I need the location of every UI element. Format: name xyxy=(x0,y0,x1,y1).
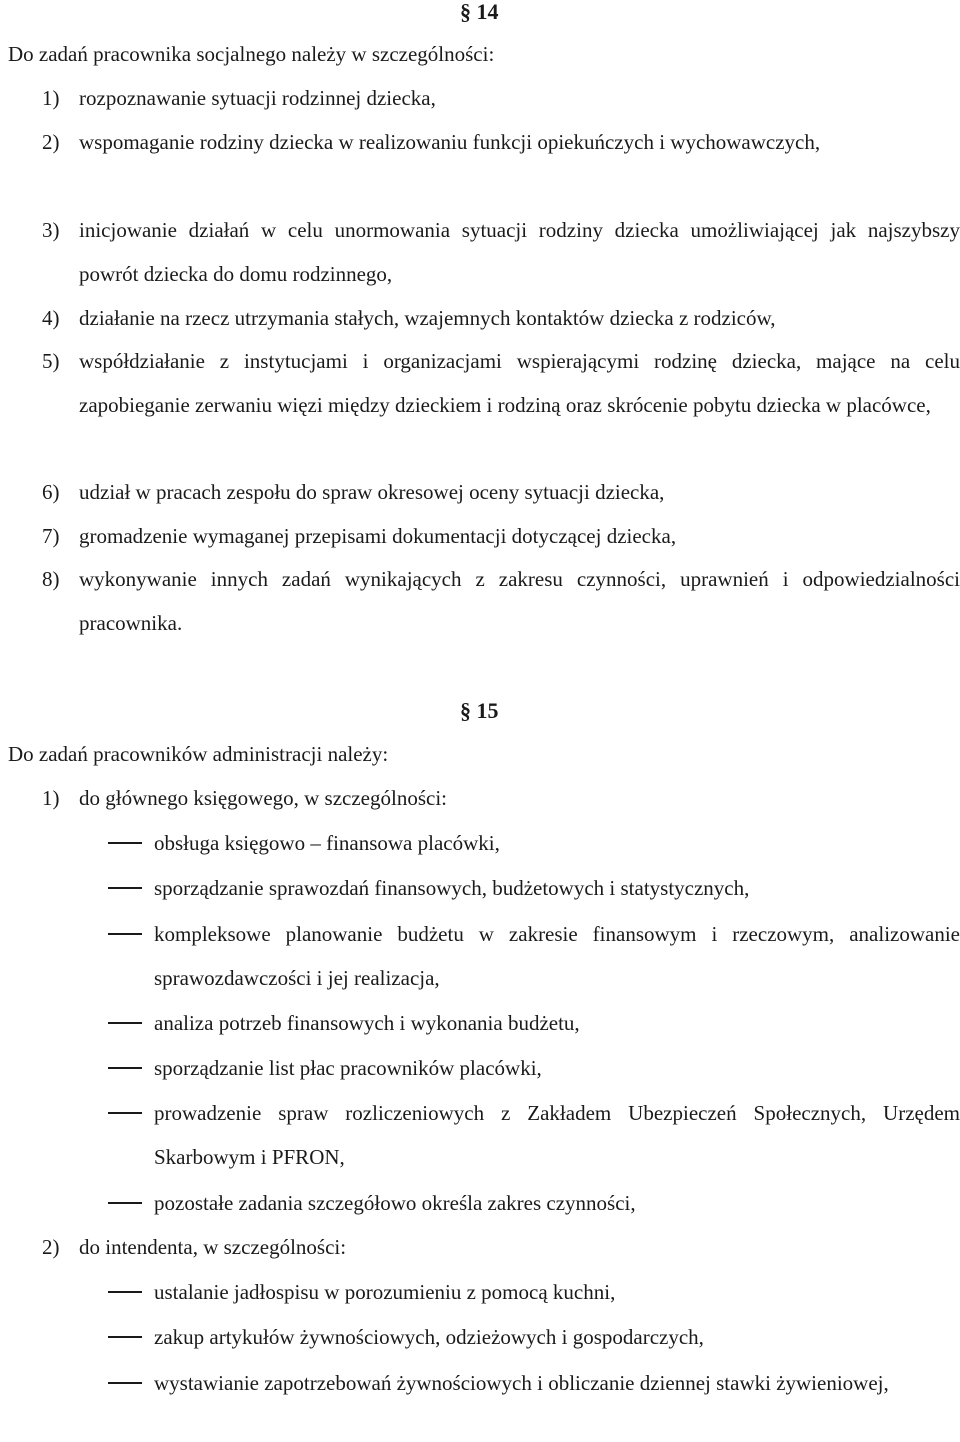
list-item xyxy=(42,470,960,514)
dash-item xyxy=(108,821,960,865)
item-text: wspomaganie rodziny dziecka w realizowaniu funkcji opiekuńczych i wychowawczych, xyxy=(79,130,821,154)
group-title: do głównego księgowego, w szczególności: xyxy=(79,786,448,810)
dash-item-text: wystawianie zapotrzebowań żywnościowych i obliczanie dziennej stawki żywieniowej, xyxy=(154,1371,889,1395)
dash-item xyxy=(108,1270,960,1314)
item-number: 1) xyxy=(42,86,60,110)
list-item xyxy=(42,514,960,558)
item-number: 8) xyxy=(42,567,60,591)
dash-item xyxy=(108,1046,960,1090)
section-14-heading: § 14 xyxy=(460,0,499,24)
section-15-intro: Do zadań pracowników administracji należy: xyxy=(8,742,389,766)
list-item xyxy=(42,120,960,164)
section-14-intro: Do zadań pracownika socjalnego należy w szczególności: xyxy=(8,42,495,66)
item-text: działanie na rzecz utrzymania stałych, wzajemnych kontaktów dziecka z rodziców, xyxy=(79,306,776,330)
dash-bullet xyxy=(108,1336,142,1338)
item-number: 2) xyxy=(42,130,60,154)
dash-bullet xyxy=(108,1067,142,1069)
dash-item xyxy=(108,1001,960,1045)
dash-item xyxy=(108,866,960,910)
dash-bullet xyxy=(108,1382,142,1384)
item-text: współdziałanie z instytucjami i organizacjami wspierającymi rodzinę dziecka, mające na celu zapobieganie zerwaniu więzi między dzieckiem i rodziną oraz skrócenie pobytu dziecka w placówce, xyxy=(79,349,960,417)
dash-item-text: pozostałe zadania szczegółowo określa zakres czynności, xyxy=(154,1191,636,1215)
group-number: 1) xyxy=(42,786,60,810)
list-item xyxy=(42,76,960,120)
item-text: udział w pracach zespołu do spraw okresowej oceny sytuacji dziecka, xyxy=(79,480,665,504)
dash-item-text: analiza potrzeb finansowych i wykonania budżetu, xyxy=(154,1011,580,1035)
group-header xyxy=(42,1225,960,1269)
group-header xyxy=(42,776,960,820)
item-text: gromadzenie wymaganej przepisami dokumentacji dotyczącej dziecka, xyxy=(79,524,677,548)
dash-item xyxy=(108,1315,960,1359)
item-number: 6) xyxy=(42,480,60,504)
list-item xyxy=(42,208,960,296)
item-text: rozpoznawanie sytuacji rodzinnej dziecka, xyxy=(79,86,436,110)
dash-bullet xyxy=(108,887,142,889)
dash-bullet xyxy=(108,1291,142,1293)
item-number: 3) xyxy=(42,218,60,242)
dash-bullet xyxy=(108,1022,142,1024)
dash-item xyxy=(108,1361,960,1405)
dash-item-text: sporządzanie list płac pracowników placówki, xyxy=(154,1056,542,1080)
dash-item xyxy=(108,1091,960,1179)
dash-item-text: zakup artykułów żywnościowych, odzieżowych i gospodarczych, xyxy=(154,1325,704,1349)
dash-item-text: ustalanie jadłospisu w porozumieniu z pomocą kuchni, xyxy=(154,1280,616,1304)
section-15-heading: § 15 xyxy=(460,698,499,723)
group-title: do intendenta, w szczególności: xyxy=(79,1235,347,1259)
item-number: 7) xyxy=(42,524,60,548)
dash-item-text: prowadzenie spraw rozliczeniowych z Zakładem Ubezpieczeń Społecznych, Urzędem Skarbowym i PFRON, xyxy=(154,1101,960,1169)
group-number: 2) xyxy=(42,1235,60,1259)
item-text: inicjowanie działań w celu unormowania sytuacji rodziny dziecka umożliwiającej jak najszybszy powrót dziecka do domu rodzinnego, xyxy=(79,218,960,286)
item-number: 4) xyxy=(42,306,60,330)
dash-bullet xyxy=(108,933,142,935)
list-item xyxy=(42,339,960,427)
dash-bullet xyxy=(108,842,142,844)
dash-item xyxy=(108,912,960,1000)
dash-item-text: sporządzanie sprawozdań finansowych, budżetowych i statystycznych, xyxy=(154,876,750,900)
dash-bullet xyxy=(108,1112,142,1114)
list-item xyxy=(42,296,960,340)
list-item xyxy=(42,557,960,645)
dash-item-text: kompleksowe planowanie budżetu w zakresie finansowym i rzeczowym, analizowanie sprawozdawczości i jej realizacja, xyxy=(154,922,960,990)
item-number: 5) xyxy=(42,349,60,373)
item-text: wykonywanie innych zadań wynikających z zakresu czynności, uprawnień i odpowiedzialności pracownika. xyxy=(79,567,960,635)
dash-bullet xyxy=(108,1202,142,1204)
dash-item xyxy=(108,1181,960,1225)
dash-item-text: obsługa księgowo – finansowa placówki, xyxy=(154,831,500,855)
